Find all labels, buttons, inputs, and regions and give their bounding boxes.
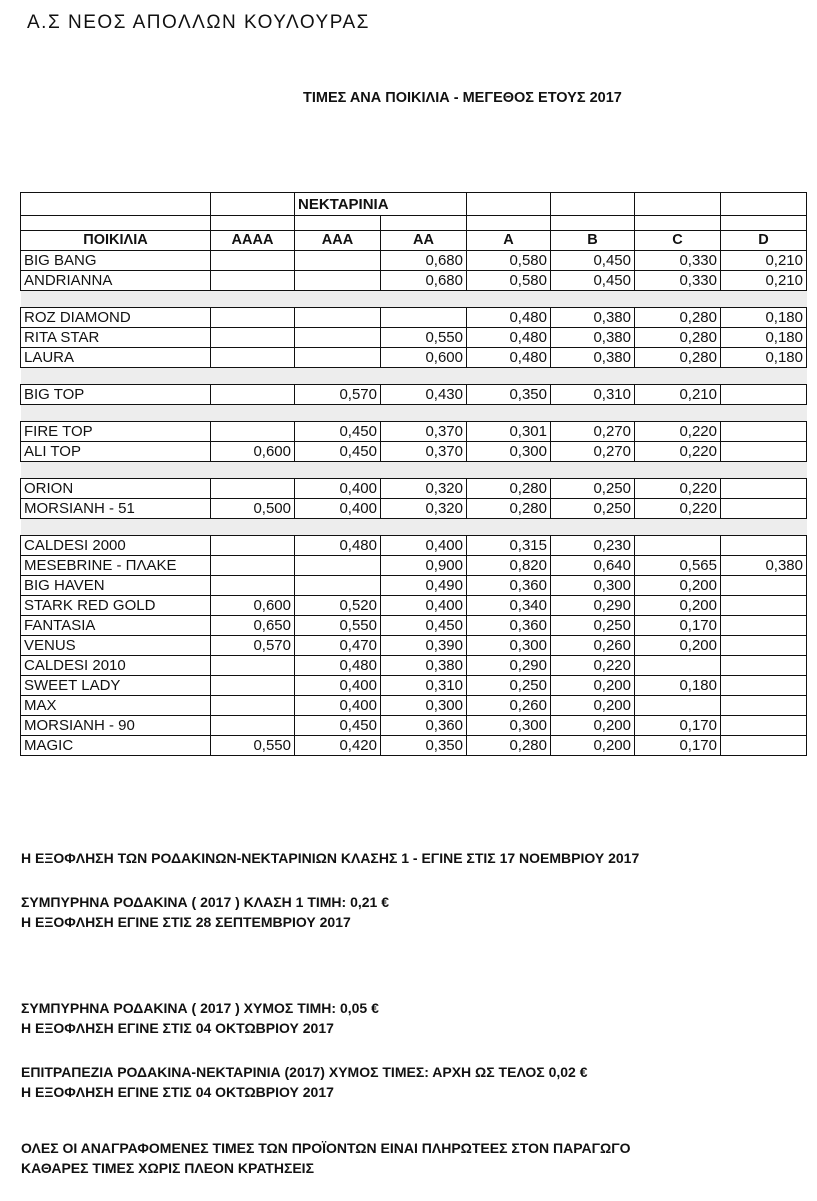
price-cell (211, 676, 295, 696)
variety-name-cell: FANTASIA (21, 616, 211, 636)
blank-cell (21, 216, 211, 231)
price-cell: 0,480 (295, 656, 381, 676)
separator-cell (721, 405, 807, 422)
price-cell: 0,550 (295, 616, 381, 636)
price-cell (211, 308, 295, 328)
price-cell: 0,200 (635, 596, 721, 616)
variety-name-cell: STARK RED GOLD (21, 596, 211, 616)
table-row (21, 616, 807, 636)
separator-cell (467, 462, 551, 479)
price-cell: 0,470 (295, 636, 381, 656)
separator-cell (721, 368, 807, 385)
price-cell: 0,450 (551, 251, 635, 271)
variety-name-cell: ORION (21, 479, 211, 499)
variety-name-cell: ANDRIANNA (21, 271, 211, 291)
table-row (21, 499, 807, 519)
separator-cell (551, 405, 635, 422)
note-line: Η ΕΞΟΦΛΗΣΗ ΕΓΙΝΕ ΣΤΙΣ 04 ΟΚΤΩΒΡΙΟΥ 2017 (21, 1020, 334, 1036)
price-cell: 0,280 (635, 308, 721, 328)
table-row (21, 716, 807, 736)
variety-name-cell: MAX (21, 696, 211, 716)
table-row (21, 556, 807, 576)
header-variety: ΠΟΙΚΙΛΙΑ (21, 231, 211, 251)
price-cell: 0,420 (295, 736, 381, 756)
price-cell (211, 348, 295, 368)
price-cell: 0,170 (635, 616, 721, 636)
separator-cell (721, 519, 807, 536)
price-cell: 0,450 (295, 442, 381, 462)
price-cell (721, 442, 807, 462)
variety-name-cell: FIRE TOP (21, 422, 211, 442)
price-cell: 0,520 (295, 596, 381, 616)
table-row (21, 636, 807, 656)
price-cell: 0,400 (295, 676, 381, 696)
separator-cell (721, 291, 807, 308)
separator-cell (21, 368, 211, 385)
blank-cell (21, 193, 211, 216)
blank-cell (551, 193, 635, 216)
price-cell (295, 556, 381, 576)
table-row (21, 271, 807, 291)
price-cell: 0,301 (467, 422, 551, 442)
price-cell: 0,250 (551, 499, 635, 519)
table-row (21, 385, 807, 405)
document-subtitle: ΤΙΜΕΣ ΑΝΑ ΠΟΙΚΙΛΙΑ - ΜΕΓΕΘΟΣ ΕΤΟΥΣ 2017 (303, 90, 622, 106)
price-cell (721, 422, 807, 442)
separator-cell (211, 368, 295, 385)
table-row (21, 328, 807, 348)
price-cell: 0,300 (467, 716, 551, 736)
price-cell: 0,680 (381, 271, 467, 291)
blank-cell (211, 193, 295, 216)
table-row (21, 348, 807, 368)
separator-cell (381, 519, 467, 536)
separator-cell (467, 405, 551, 422)
variety-name-cell: ALI TOP (21, 442, 211, 462)
separator-cell (211, 405, 295, 422)
separator-cell (551, 291, 635, 308)
table-header-row (21, 231, 807, 251)
price-cell (721, 576, 807, 596)
header-size-c: C (635, 231, 721, 251)
price-cell: 0,330 (635, 251, 721, 271)
blank-cell (467, 193, 551, 216)
separator-cell (467, 368, 551, 385)
variety-name-cell: ROZ DIAMOND (21, 308, 211, 328)
note-payment-class1 (21, 848, 639, 868)
variety-name-cell: BIG HAVEN (21, 576, 211, 596)
table-row (21, 576, 807, 596)
separator-cell (381, 368, 467, 385)
variety-name-cell: MESEBRINE - ΠΛΑΚΕ (21, 556, 211, 576)
note-line: ΚΑΘΑΡΕΣ ΤΙΜΕΣ ΧΩΡΙΣ ΠΛΕΟΝ ΚΡΑΤΗΣΕΙΣ (21, 1160, 314, 1176)
price-cell (211, 656, 295, 676)
price-cell: 0,600 (211, 596, 295, 616)
separator-cell (295, 368, 381, 385)
separator-cell (721, 462, 807, 479)
price-cell: 0,200 (635, 636, 721, 656)
table-row (21, 656, 807, 676)
table-row (21, 596, 807, 616)
price-cell: 0,390 (381, 636, 467, 656)
price-cell: 0,570 (211, 636, 295, 656)
variety-name-cell: MAGIC (21, 736, 211, 756)
price-cell: 0,450 (381, 616, 467, 636)
table-blank-row (21, 216, 807, 231)
price-cell: 0,490 (381, 576, 467, 596)
price-cell: 0,290 (551, 596, 635, 616)
table-row (21, 251, 807, 271)
price-cell: 0,180 (721, 328, 807, 348)
price-cell: 0,300 (467, 442, 551, 462)
variety-name-cell: LAURA (21, 348, 211, 368)
price-cell: 0,300 (551, 576, 635, 596)
variety-name-cell: CALDESI 2010 (21, 656, 211, 676)
price-cell (211, 271, 295, 291)
price-cell: 0,450 (295, 422, 381, 442)
price-cell (211, 556, 295, 576)
price-cell: 0,250 (467, 676, 551, 696)
price-cell: 0,680 (381, 251, 467, 271)
price-cell: 0,820 (467, 556, 551, 576)
price-cell (721, 736, 807, 756)
price-cell: 0,290 (467, 656, 551, 676)
price-cell: 0,310 (381, 676, 467, 696)
price-cell (211, 385, 295, 405)
price-cell: 0,550 (381, 328, 467, 348)
price-cell: 0,300 (381, 696, 467, 716)
price-cell: 0,220 (635, 499, 721, 519)
price-cell: 0,370 (381, 442, 467, 462)
separator-cell (381, 291, 467, 308)
price-cell: 0,450 (551, 271, 635, 291)
separator-cell (211, 519, 295, 536)
header-size-a: Α (467, 231, 551, 251)
note-line: Η ΕΞΟΦΛΗΣΗ ΕΓΙΝΕ ΣΤΙΣ 04 ΟΚΤΩΒΡΙΟΥ 2017 (21, 1084, 334, 1100)
price-cell (381, 308, 467, 328)
organization-name: Α.Σ ΝΕΟΣ ΑΠΟΛΛΩΝ ΚΟΥΛΟΥΡΑΣ (27, 12, 370, 33)
separator-cell (551, 462, 635, 479)
separator-cell (635, 519, 721, 536)
price-cell (295, 576, 381, 596)
blank-cell (635, 216, 721, 231)
price-cell: 0,350 (467, 385, 551, 405)
table-row (21, 479, 807, 499)
price-cell: 0,600 (381, 348, 467, 368)
note-line: ΕΠΙΤΡΑΠΕΖΙΑ ΡΟΔΑΚΙΝΑ-ΝΕΚΤΑΡΙΝΙΑ (2017) ΧΥΜΟΣ ΤΙΜΕΣ: ΑΡΧΗ ΩΣ ΤΕΛΟΣ 0,02 € (21, 1064, 588, 1080)
header-size-b: Β (551, 231, 635, 251)
price-cell: 0,320 (381, 499, 467, 519)
separator-cell (211, 291, 295, 308)
price-cell: 0,210 (721, 271, 807, 291)
separator-cell (21, 405, 211, 422)
group-separator-row (21, 291, 807, 308)
blank-cell (381, 216, 467, 231)
separator-cell (467, 291, 551, 308)
table-title: ΝΕΚΤΑΡΙΝΙΑ (295, 193, 467, 216)
price-cell (295, 328, 381, 348)
price-cell: 0,580 (467, 251, 551, 271)
price-cell (295, 308, 381, 328)
separator-cell (21, 519, 211, 536)
variety-name-cell: BIG BANG (21, 251, 211, 271)
variety-name-cell: BIG TOP (21, 385, 211, 405)
price-cell: 0,330 (635, 271, 721, 291)
price-cell: 0,570 (295, 385, 381, 405)
separator-cell (467, 519, 551, 536)
price-cell: 0,480 (467, 328, 551, 348)
table-row (21, 736, 807, 756)
header-size-aa: ΑΑ (381, 231, 467, 251)
price-cell (721, 596, 807, 616)
price-cell: 0,260 (551, 636, 635, 656)
price-table-body (21, 193, 807, 756)
price-cell: 0,400 (381, 536, 467, 556)
price-cell: 0,650 (211, 616, 295, 636)
header-size-d: D (721, 231, 807, 251)
group-separator-row (21, 519, 807, 536)
price-cell: 0,400 (295, 479, 381, 499)
variety-name-cell: VENUS (21, 636, 211, 656)
group-separator-row (21, 405, 807, 422)
price-cell: 0,280 (467, 736, 551, 756)
price-cell: 0,250 (551, 616, 635, 636)
table-row (21, 422, 807, 442)
note-line: ΣΥΜΠΥΡΗΝΑ ΡΟΔΑΚΙΝΑ ( 2017 ) ΚΛΑΣΗ 1 ΤΙΜΗ: 0,21 € (21, 894, 390, 910)
separator-cell (551, 368, 635, 385)
price-cell: 0,170 (635, 736, 721, 756)
price-cell: 0,200 (551, 716, 635, 736)
price-cell: 0,480 (467, 308, 551, 328)
price-cell: 0,170 (635, 716, 721, 736)
separator-cell (635, 291, 721, 308)
separator-cell (295, 291, 381, 308)
variety-name-cell: RITA STAR (21, 328, 211, 348)
separator-cell (635, 462, 721, 479)
price-cell: 0,280 (635, 328, 721, 348)
price-cell (211, 328, 295, 348)
price-cell: 0,340 (467, 596, 551, 616)
price-cell (211, 479, 295, 499)
price-table (20, 192, 807, 756)
note-line: Η ΕΞΟΦΛΗΣΗ ΕΓΙΝΕ ΣΤΙΣ 28 ΣΕΠΤΕΜΒΡΙΟΥ 2017 (21, 914, 351, 930)
separator-cell (211, 462, 295, 479)
price-cell: 0,220 (635, 479, 721, 499)
blank-cell (467, 216, 551, 231)
price-cell: 0,380 (381, 656, 467, 676)
header-size-aaa: ΑΑΑ (295, 231, 381, 251)
price-cell: 0,640 (551, 556, 635, 576)
separator-cell (21, 291, 211, 308)
price-cell: 0,315 (467, 536, 551, 556)
price-cell (721, 716, 807, 736)
variety-name-cell: MORSIANH - 51 (21, 499, 211, 519)
price-cell (211, 696, 295, 716)
table-row (21, 536, 807, 556)
price-cell: 0,220 (551, 656, 635, 676)
price-cell: 0,220 (635, 442, 721, 462)
price-cell: 0,230 (551, 536, 635, 556)
blank-cell (635, 193, 721, 216)
table-row (21, 696, 807, 716)
price-cell: 0,370 (381, 422, 467, 442)
price-cell: 0,360 (381, 716, 467, 736)
price-cell: 0,580 (467, 271, 551, 291)
price-cell: 0,280 (635, 348, 721, 368)
price-cell (721, 616, 807, 636)
price-cell: 0,480 (295, 536, 381, 556)
price-cell: 0,360 (467, 576, 551, 596)
price-cell: 0,270 (551, 442, 635, 462)
note-table-fruit-juice (21, 1062, 588, 1102)
blank-cell (295, 216, 381, 231)
price-cell: 0,380 (721, 556, 807, 576)
price-cell: 0,500 (211, 499, 295, 519)
price-cell: 0,900 (381, 556, 467, 576)
price-cell (295, 348, 381, 368)
price-cell: 0,360 (467, 616, 551, 636)
price-cell: 0,310 (551, 385, 635, 405)
price-cell: 0,200 (635, 576, 721, 596)
price-cell: 0,180 (635, 676, 721, 696)
price-cell: 0,400 (295, 696, 381, 716)
variety-name-cell: SWEET LADY (21, 676, 211, 696)
price-cell (211, 536, 295, 556)
blank-cell (721, 216, 807, 231)
price-cell: 0,250 (551, 479, 635, 499)
price-cell (295, 251, 381, 271)
price-cell (721, 636, 807, 656)
price-cell: 0,380 (551, 328, 635, 348)
price-cell (635, 696, 721, 716)
blank-cell (721, 193, 807, 216)
separator-cell (635, 368, 721, 385)
table-row (21, 308, 807, 328)
separator-cell (381, 405, 467, 422)
variety-name-cell: MORSIANH - 90 (21, 716, 211, 736)
note-line: ΣΥΜΠΥΡΗΝΑ ΡΟΔΑΚΙΝΑ ( 2017 ) ΧΥΜΟΣ ΤΙΜΗ: 0,05 € (21, 1000, 379, 1016)
note-prices-payable (21, 1138, 631, 1178)
price-cell: 0,380 (551, 348, 635, 368)
price-cell: 0,565 (635, 556, 721, 576)
price-cell (721, 479, 807, 499)
header-size-aaaa: ΑΑΑΑ (211, 231, 295, 251)
price-cell: 0,380 (551, 308, 635, 328)
price-cell: 0,280 (467, 479, 551, 499)
price-cell: 0,180 (721, 308, 807, 328)
price-cell: 0,210 (635, 385, 721, 405)
note-juice-peach-class1 (21, 892, 389, 932)
separator-cell (295, 405, 381, 422)
price-cell: 0,450 (295, 716, 381, 736)
group-separator-row (21, 368, 807, 385)
price-cell: 0,320 (381, 479, 467, 499)
price-cell: 0,200 (551, 676, 635, 696)
price-cell (721, 536, 807, 556)
price-cell (211, 576, 295, 596)
note-line: ΟΛΕΣ ΟΙ ΑΝΑΓΡΑΦΟΜΕΝΕΣ ΤΙΜΕΣ ΤΩΝ ΠΡΟΪΟΝΤΩΝ ΕΙΝΑΙ ΠΛΗΡΩΤΕΕΣ ΣΤΟΝ ΠΑΡΑΓΩΓΟ (21, 1140, 631, 1156)
price-cell (211, 716, 295, 736)
price-cell (295, 271, 381, 291)
price-cell: 0,280 (467, 499, 551, 519)
price-cell: 0,180 (721, 348, 807, 368)
price-cell: 0,200 (551, 696, 635, 716)
group-separator-row (21, 462, 807, 479)
price-cell: 0,300 (467, 636, 551, 656)
price-cell: 0,270 (551, 422, 635, 442)
price-cell: 0,210 (721, 251, 807, 271)
separator-cell (295, 462, 381, 479)
variety-name-cell: CALDESI 2000 (21, 536, 211, 556)
price-cell (721, 499, 807, 519)
price-cell (635, 536, 721, 556)
table-row (21, 442, 807, 462)
separator-cell (381, 462, 467, 479)
price-cell: 0,350 (381, 736, 467, 756)
price-cell (721, 385, 807, 405)
price-cell (721, 676, 807, 696)
price-cell (721, 656, 807, 676)
separator-cell (295, 519, 381, 536)
table-row (21, 676, 807, 696)
table-title-row (21, 193, 807, 216)
price-cell (721, 696, 807, 716)
price-cell: 0,400 (295, 499, 381, 519)
price-cell: 0,260 (467, 696, 551, 716)
blank-cell (211, 216, 295, 231)
price-cell: 0,220 (635, 422, 721, 442)
price-cell (211, 251, 295, 271)
price-cell (635, 656, 721, 676)
blank-cell (551, 216, 635, 231)
separator-cell (551, 519, 635, 536)
price-cell: 0,400 (381, 596, 467, 616)
price-cell: 0,550 (211, 736, 295, 756)
note-juice-peach-juice (21, 998, 379, 1038)
price-cell: 0,200 (551, 736, 635, 756)
price-cell: 0,430 (381, 385, 467, 405)
separator-cell (635, 405, 721, 422)
note-line: Η ΕΞΟΦΛΗΣΗ ΤΩΝ ΡΟΔΑΚΙΝΩΝ-ΝΕΚΤΑΡΙΝΙΩΝ ΚΛΑΣΗΣ 1 - ΕΓΙΝΕ ΣΤΙΣ 17 ΝΟΕΜΒΡΙΟΥ 2017 (21, 850, 640, 866)
price-cell: 0,600 (211, 442, 295, 462)
separator-cell (21, 462, 211, 479)
price-cell (211, 422, 295, 442)
price-cell: 0,480 (467, 348, 551, 368)
